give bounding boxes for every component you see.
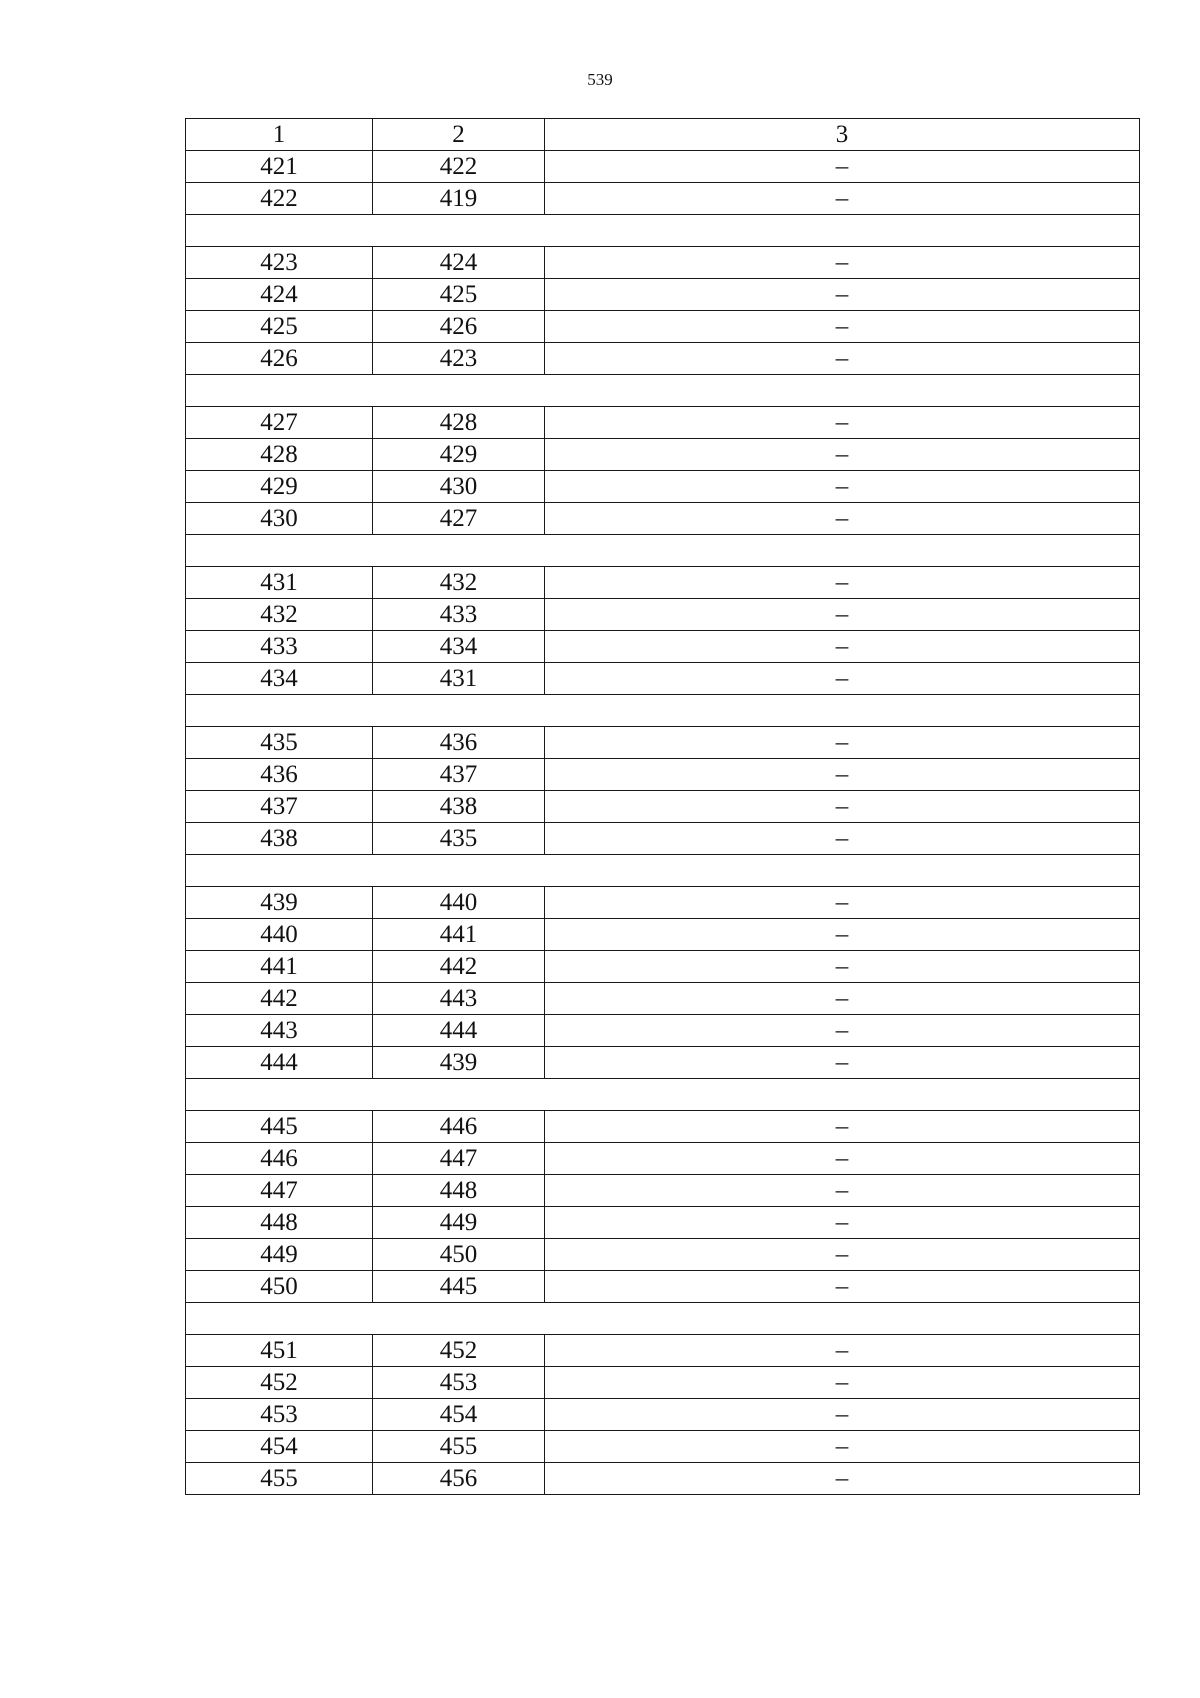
- table-cell-col-3: –: [545, 407, 1140, 439]
- table-cell-col-3: –: [545, 343, 1140, 375]
- table-cell-col-3: –: [545, 1271, 1140, 1303]
- table-row: [186, 663, 1140, 695]
- table-cell-col-2: 424: [373, 247, 545, 279]
- table-cell-col-3: –: [545, 1143, 1140, 1175]
- table-row: [186, 919, 1140, 951]
- table-cell-col-3: –: [545, 279, 1140, 311]
- table-cell-col-1: 440: [186, 919, 373, 951]
- table-cell-col-2: 445: [373, 1271, 545, 1303]
- table-cell-col-1: 435: [186, 727, 373, 759]
- table-cell-col-1: 422: [186, 183, 373, 215]
- table-cell-col-3: –: [545, 439, 1140, 471]
- table-cell-col-2: 435: [373, 823, 545, 855]
- table-cell-col-1: 421: [186, 151, 373, 183]
- table-row: [186, 279, 1140, 311]
- table-row: [186, 1463, 1140, 1495]
- table-row: [186, 887, 1140, 919]
- table-cell-col-2: 443: [373, 983, 545, 1015]
- table-cell-col-3: –: [545, 1431, 1140, 1463]
- table-row: [186, 1367, 1140, 1399]
- table-row: [186, 1015, 1140, 1047]
- table-row: [186, 439, 1140, 471]
- table-cell-col-1: 455: [186, 1463, 373, 1495]
- table-cell-col-3: –: [545, 631, 1140, 663]
- table-row: [186, 311, 1140, 343]
- table-row: [186, 791, 1140, 823]
- table-cell-col-1: 449: [186, 1239, 373, 1271]
- table-cell-col-1: 450: [186, 1271, 373, 1303]
- table-cell-col-1: 423: [186, 247, 373, 279]
- table-cell-col-2: 422: [373, 151, 545, 183]
- table-cell-col-1: 427: [186, 407, 373, 439]
- table-cell-col-3: –: [545, 919, 1140, 951]
- table-cell-col-2: 428: [373, 407, 545, 439]
- table-cell-col-2: 448: [373, 1175, 545, 1207]
- table-cell-col-3: –: [545, 599, 1140, 631]
- table-row: [186, 983, 1140, 1015]
- table-cell-col-1: 431: [186, 567, 373, 599]
- table-cell-col-1: 443: [186, 1015, 373, 1047]
- table-cell-col-2: 452: [373, 1335, 545, 1367]
- table-cell-col-3: –: [545, 951, 1140, 983]
- table-cell-col-2: 432: [373, 567, 545, 599]
- table-row: [186, 183, 1140, 215]
- table-cell-col-1: 432: [186, 599, 373, 631]
- group-separator-row: [186, 215, 1140, 247]
- table-cell-col-3: –: [545, 311, 1140, 343]
- table-row: [186, 1335, 1140, 1367]
- table-cell-col-2: 449: [373, 1207, 545, 1239]
- header-cell-2: 2: [373, 119, 545, 151]
- group-separator-cell: [186, 1303, 1140, 1335]
- table-row: [186, 1207, 1140, 1239]
- table-cell-col-1: 429: [186, 471, 373, 503]
- header-cell-1: 1: [186, 119, 373, 151]
- table-row: [186, 1047, 1140, 1079]
- table-cell-col-3: –: [545, 1463, 1140, 1495]
- table-row: [186, 1431, 1140, 1463]
- table-cell-col-2: 438: [373, 791, 545, 823]
- table-cell-col-2: 450: [373, 1239, 545, 1271]
- table-row: [186, 407, 1140, 439]
- table-cell-col-1: 426: [186, 343, 373, 375]
- table-cell-col-2: 431: [373, 663, 545, 695]
- table-cell-col-3: –: [545, 791, 1140, 823]
- group-separator-row: [186, 695, 1140, 727]
- table-cell-col-1: 451: [186, 1335, 373, 1367]
- table-cell-col-2: 429: [373, 439, 545, 471]
- table-row: [186, 151, 1140, 183]
- table-cell-col-3: –: [545, 663, 1140, 695]
- table-cell-col-1: 442: [186, 983, 373, 1015]
- table-cell-col-1: 434: [186, 663, 373, 695]
- table-cell-col-2: 453: [373, 1367, 545, 1399]
- table-row: [186, 951, 1140, 983]
- table-cell-col-1: 445: [186, 1111, 373, 1143]
- group-separator-cell: [186, 375, 1140, 407]
- table-cell-col-2: 433: [373, 599, 545, 631]
- table-cell-col-1: 430: [186, 503, 373, 535]
- table-cell-col-1: 438: [186, 823, 373, 855]
- table-cell-col-2: 434: [373, 631, 545, 663]
- table-cell-col-2: 455: [373, 1431, 545, 1463]
- table-cell-col-2: 439: [373, 1047, 545, 1079]
- table-cell-col-3: –: [545, 567, 1140, 599]
- table-cell-col-2: 430: [373, 471, 545, 503]
- table-cell-col-3: –: [545, 1175, 1140, 1207]
- group-separator-cell: [186, 215, 1140, 247]
- table-cell-col-2: 426: [373, 311, 545, 343]
- table-cell-col-3: –: [545, 1367, 1140, 1399]
- table-cell-col-3: –: [545, 471, 1140, 503]
- table-cell-col-3: –: [545, 1047, 1140, 1079]
- table-cell-col-3: –: [545, 727, 1140, 759]
- table-cell-col-3: –: [545, 151, 1140, 183]
- table-cell-col-1: 454: [186, 1431, 373, 1463]
- table-cell-col-3: –: [545, 1399, 1140, 1431]
- table-row: [186, 1111, 1140, 1143]
- table-body: [186, 119, 1140, 1495]
- table-cell-col-2: 456: [373, 1463, 545, 1495]
- table-cell-col-1: 444: [186, 1047, 373, 1079]
- table-row: [186, 759, 1140, 791]
- table-row: [186, 567, 1140, 599]
- table-row: [186, 1271, 1140, 1303]
- table-cell-col-2: 437: [373, 759, 545, 791]
- table-cell-col-2: 427: [373, 503, 545, 535]
- header-row: [186, 119, 1140, 151]
- group-separator-row: [186, 1079, 1140, 1111]
- table-cell-col-1: 436: [186, 759, 373, 791]
- table-cell-col-1: 441: [186, 951, 373, 983]
- group-separator-cell: [186, 1079, 1140, 1111]
- table-cell-col-2: 446: [373, 1111, 545, 1143]
- group-separator-row: [186, 1303, 1140, 1335]
- table-row: [186, 1239, 1140, 1271]
- table-cell-col-1: 448: [186, 1207, 373, 1239]
- table-cell-col-2: 447: [373, 1143, 545, 1175]
- table-cell-col-2: 419: [373, 183, 545, 215]
- table-cell-col-3: –: [545, 887, 1140, 919]
- table-cell-col-2: 425: [373, 279, 545, 311]
- group-separator-cell: [186, 535, 1140, 567]
- table-cell-col-3: –: [545, 1015, 1140, 1047]
- table-cell-col-3: –: [545, 1239, 1140, 1271]
- table-cell-col-2: 436: [373, 727, 545, 759]
- table-row: [186, 471, 1140, 503]
- table-cell-col-2: 423: [373, 343, 545, 375]
- table-cell-col-2: 440: [373, 887, 545, 919]
- table-cell-col-3: –: [545, 247, 1140, 279]
- table-cell-col-1: 446: [186, 1143, 373, 1175]
- data-table: [185, 118, 1140, 1495]
- table-cell-col-1: 439: [186, 887, 373, 919]
- header-cell-3: 3: [545, 119, 1140, 151]
- table-cell-col-1: 453: [186, 1399, 373, 1431]
- table-cell-col-3: –: [545, 983, 1140, 1015]
- table-cell-col-3: –: [545, 1207, 1140, 1239]
- table-cell-col-2: 441: [373, 919, 545, 951]
- table-cell-col-1: 424: [186, 279, 373, 311]
- table-cell-col-3: –: [545, 759, 1140, 791]
- table-row: [186, 503, 1140, 535]
- table-row: [186, 727, 1140, 759]
- table-row: [186, 1143, 1140, 1175]
- group-separator-cell: [186, 695, 1140, 727]
- table-row: [186, 247, 1140, 279]
- page-number: 539: [587, 70, 613, 89]
- table-row: [186, 1399, 1140, 1431]
- table-row: [186, 631, 1140, 663]
- table-cell-col-2: 442: [373, 951, 545, 983]
- table-cell-col-1: 437: [186, 791, 373, 823]
- table-cell-col-3: –: [545, 823, 1140, 855]
- table-cell-col-3: –: [545, 503, 1140, 535]
- group-separator-row: [186, 535, 1140, 567]
- table-cell-col-1: 425: [186, 311, 373, 343]
- group-separator-row: [186, 375, 1140, 407]
- table-row: [186, 1175, 1140, 1207]
- group-separator-row: [186, 855, 1140, 887]
- table-row: [186, 599, 1140, 631]
- table-cell-col-2: 444: [373, 1015, 545, 1047]
- table-cell-col-3: –: [545, 183, 1140, 215]
- table-cell-col-1: 428: [186, 439, 373, 471]
- table-cell-col-2: 454: [373, 1399, 545, 1431]
- group-separator-cell: [186, 855, 1140, 887]
- table-cell-col-3: –: [545, 1335, 1140, 1367]
- table-cell-col-1: 452: [186, 1367, 373, 1399]
- table-row: [186, 343, 1140, 375]
- table-cell-col-1: 433: [186, 631, 373, 663]
- table-row: [186, 823, 1140, 855]
- table-cell-col-1: 447: [186, 1175, 373, 1207]
- table-cell-col-3: –: [545, 1111, 1140, 1143]
